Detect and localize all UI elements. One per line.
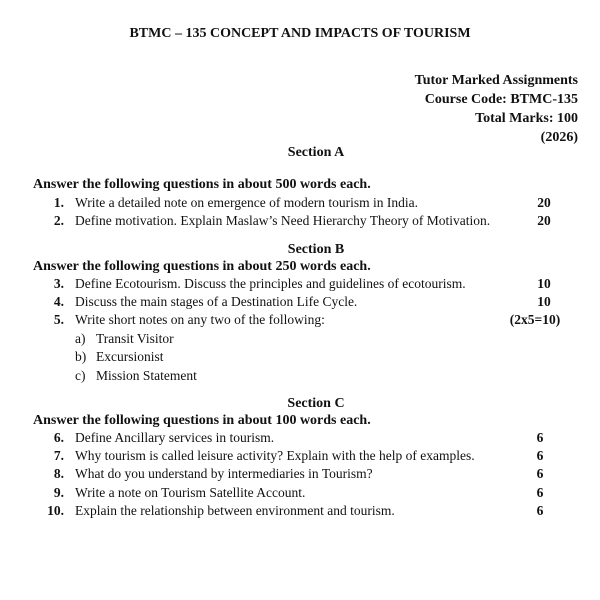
question-number: 4.	[53, 294, 64, 309]
question-marks: 6	[536, 430, 544, 445]
sub-item-label: b)	[75, 349, 87, 364]
question-number: 5.	[53, 312, 64, 327]
question-text: Write a note on Tourism Satellite Account.	[75, 485, 306, 500]
sub-item-text: Transit Visitor	[96, 331, 174, 346]
sub-item-label: a)	[75, 331, 86, 346]
document-title: BTMC – 135 CONCEPT AND IMPACTS OF TOURISM	[129, 26, 471, 41]
question-number: 6.	[53, 430, 64, 445]
section-c-heading: Section C	[287, 396, 345, 411]
question-text: Define Ecotourism. Discuss the principles and guidelines of ecotourism.	[75, 276, 466, 291]
question-number: 9.	[53, 485, 64, 500]
question-number: 10.	[47, 503, 64, 518]
question-number: 2.	[53, 213, 64, 228]
question-number: 3.	[53, 276, 64, 291]
section-b-instruction: Answer the following questions in about 250 words each.	[33, 259, 371, 274]
question-marks: 20	[537, 195, 551, 210]
question-marks: 10	[537, 294, 551, 309]
section-b-heading: Section B	[287, 242, 345, 257]
total-marks: Total Marks: 100	[475, 111, 578, 126]
question-marks: 6	[536, 503, 544, 518]
question-marks: (2x5=10)	[509, 312, 561, 327]
section-a-instruction: Answer the following questions in about 500 words each.	[33, 177, 371, 192]
question-text: Why tourism is called leisure activity? Explain with the help of examples.	[75, 448, 475, 463]
sub-item-label: c)	[75, 368, 86, 383]
assignment-type: Tutor Marked Assignments	[414, 73, 578, 88]
question-number: 7.	[53, 448, 64, 463]
question-text: Discuss the main stages of a Destination Life Cycle.	[75, 294, 358, 309]
question-marks: 6	[536, 485, 544, 500]
question-text: Write short notes on any two of the following:	[75, 312, 325, 327]
question-number: 8.	[53, 466, 64, 481]
course-code: Course Code: BTMC-135	[424, 92, 578, 107]
question-text: What do you understand by intermediaries in Tourism?	[75, 466, 373, 481]
sub-item-text: Mission Statement	[96, 368, 197, 383]
section-a-heading: Section A	[287, 145, 345, 160]
question-text: Define motivation. Explain Maslaw’s Need Hierarchy Theory of Motivation.	[75, 213, 491, 228]
question-marks: 6	[536, 448, 544, 463]
question-text: Explain the relationship between environment and tourism.	[75, 503, 395, 518]
question-marks: 20	[537, 213, 551, 228]
question-text: Write a detailed note on emergence of modern tourism in India.	[75, 195, 418, 210]
year: (2026)	[540, 130, 578, 145]
question-marks: 10	[537, 276, 551, 291]
section-c-instruction: Answer the following questions in about 100 words each.	[33, 413, 371, 428]
question-marks: 6	[536, 466, 544, 481]
question-text: Define Ancillary services in tourism.	[75, 430, 275, 445]
question-number: 1.	[53, 195, 64, 210]
sub-item-text: Excursionist	[96, 349, 164, 364]
